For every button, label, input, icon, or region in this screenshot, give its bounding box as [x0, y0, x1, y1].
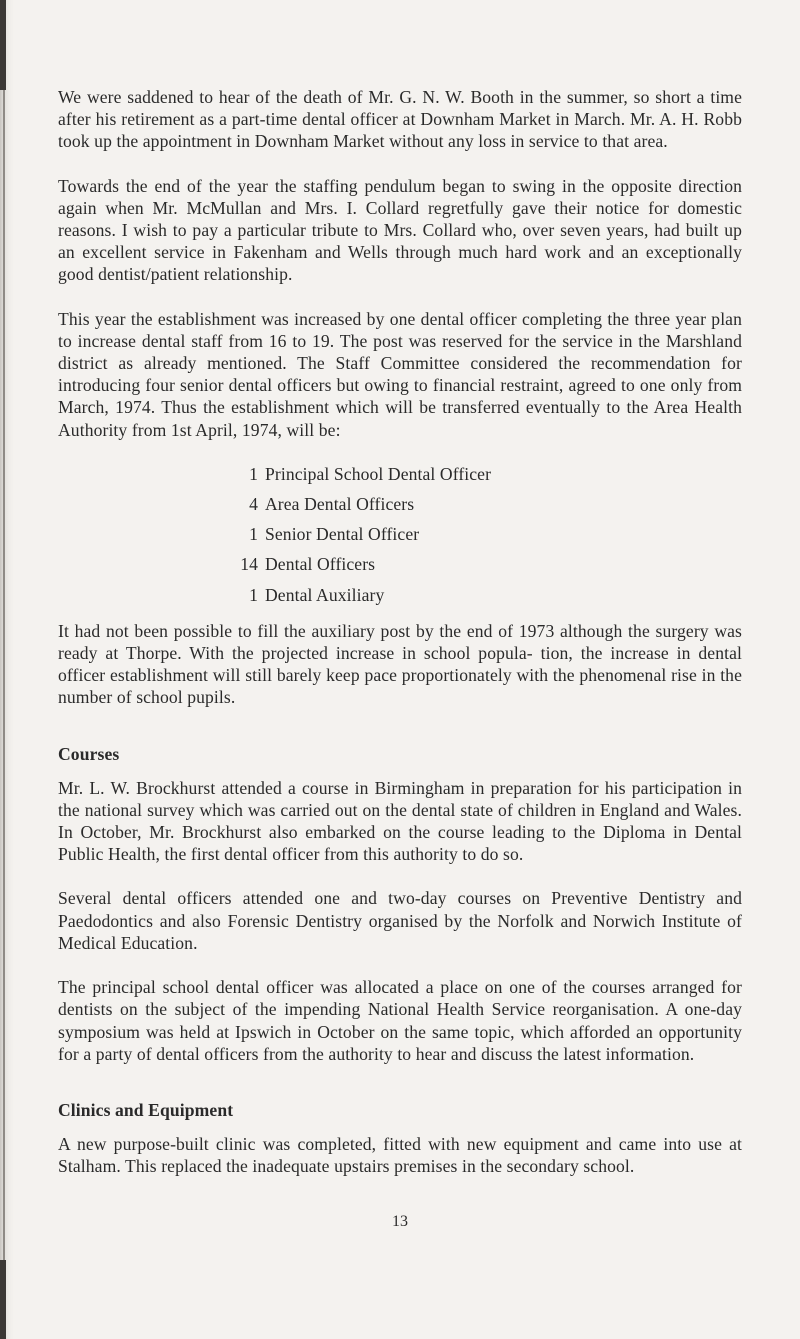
document-page	[58, 86, 742, 1199]
section-heading-courses: Courses	[58, 743, 120, 764]
establishment-role: Senior Dental Officer	[265, 524, 420, 545]
binding-mark-bottom	[0, 1260, 6, 1339]
page-number: 13	[392, 1213, 408, 1230]
paragraph-courses-brockhurst: Mr. L. W. Brockhurst attended a course in Birmingham in preparation for his participation in the national survey which was carried out on the dental state of children in England and Wales. In October, Mr. Brockhurst also embarked on the course leading to the Diploma in Dental Public Health, the first dental officer from this authority to do so.	[58, 777, 742, 865]
establishment-list	[58, 463, 742, 606]
establishment-item	[240, 493, 742, 515]
establishment-item	[240, 463, 742, 485]
establishment-role: Dental Auxiliary	[265, 584, 385, 605]
paragraph-staffing: Towards the end of the year the staffing pendulum began to swing in the opposite direction again when Mr. McMullan and Mrs. I. Collard regretfully gave their notice for domestic reasons. I wish to pay a particular tribute to Mrs. Collard who, over seven years, had built up an excellent service in Fakenham and Wells through much hard work and an exceptionally good dentist/patient relationship.	[58, 175, 742, 285]
establishment-count: 14	[240, 554, 258, 575]
establishment-item	[240, 553, 742, 575]
paragraph-booth: We were saddened to hear of the death of Mr. G. N. W. Booth in the summer, so short a time after his retirement as a part-time dental officer at Downham Market in March. Mr. A. H. Robb took up the appointment in Downham Market without any loss in service to that area.	[58, 87, 742, 152]
establishment-count: 1	[249, 524, 258, 545]
establishment-count: 1	[249, 584, 258, 605]
paragraph-clinics-stalham: A new purpose-built clinic was completed, fitted with new equipment and came into use at Stalham. This replaced the inadequate upstairs premises in the secondary school.	[58, 1133, 742, 1177]
establishment-item	[240, 584, 742, 606]
paragraph-courses-reorganisation: The principal school dental officer was allocated a place on one of the courses arranged for dentists on the subject of the impending National Health Service reorganisation. A one-day symposium was held at Ipswich in October on the same topic, which afforded an opportunity for a party of dental officers from the authority to hear and discuss the latest information.	[58, 977, 742, 1064]
section-heading-clinics: Clinics and Equipment	[58, 1099, 234, 1120]
paragraph-auxiliary: It had not been possible to fill the auxiliary post by the end of 1973 although the surgery was ready at Thorpe. With the projected increase in school popula- tion, the increase in dental officer establishment will still barely keep pace proportionately with the phenomenal rise in the number of school pupils.	[58, 620, 742, 708]
paragraph-courses-preventive: Several dental officers attended one and two-day courses on Preventive Dentistry and Paedodontics and also Forensic Dentistry organised by the Norfolk and Norwich Institute of Medical Education.	[58, 888, 742, 953]
establishment-count: 1	[249, 463, 258, 484]
binding-mark-top	[0, 0, 6, 90]
paragraph-establishment: This year the establishment was increased by one dental officer completing the three year plan to increase dental staff from 16 to 19. The post was reserved for the service in the Marshland district as already mentioned. The Staff Committee considered the recommendation for introducing four senior dental officers but owing to financial restraint, agreed to one only from March, 1974. Thus the establishment which will be transferred eventually to the Area Health Authority from 1st April, 1974, will be:	[58, 308, 742, 440]
establishment-item	[240, 523, 742, 545]
binding-line	[3, 0, 5, 1339]
establishment-role: Dental Officers	[265, 554, 376, 575]
establishment-role: Principal School Dental Officer	[265, 463, 492, 484]
establishment-role: Area Dental Officers	[265, 494, 415, 515]
establishment-count: 4	[249, 494, 258, 515]
